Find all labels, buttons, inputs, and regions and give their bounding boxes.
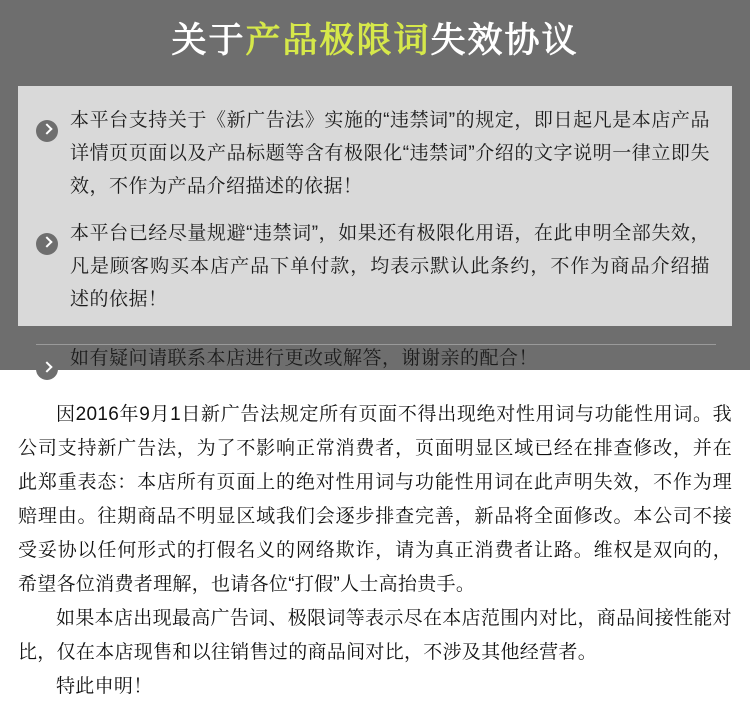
body-paragraph: 特此申明！ [56, 676, 153, 697]
body-text [18, 398, 732, 704]
body-paragraph: 因2016年9月1日新广告法规定所有页面不得出现绝对性用词与功能性用词。我公司支持新广告法，为了不影响正常消费者，页面明显区域已经在排查修改，并在此郑重表态：本店所有页面上的绝对性用词与功能性用词在此声明失效，不作为理赔理由。往期商品不明显区域我们会逐步排查完善，新品将全面修改。本公司不接受妥协以任何形式的打假名义的网络欺诈，请为真正消费者让路。维权是双向的，希望各位消费者理解，也请各位“打假”人士高抬贵手。 [18, 404, 732, 595]
notice-item-text: 本平台支持关于《新广告法》实施的“违禁词”的规定，即日起凡是本店产品详情页页面以及产品标题等含有极限化“违禁词”介绍的文字说明一律立即失效，不作为产品介绍描述的依据！ [70, 110, 710, 197]
banner-title-suffix: 失效协议 [430, 21, 579, 60]
chevron-right-icon [36, 233, 58, 255]
divider [36, 344, 716, 345]
banner-title-highlight: 产品极限词 [245, 21, 431, 60]
notice-item-text: 本平台已经尽量规避“违禁词”，如果还有极限化用语，在此申明全部失效，凡是顾客购买本店产品下单付款，均表示默认此条约，不作为商品介绍描述的依据！ [70, 223, 710, 310]
banner-title [0, 0, 750, 66]
banner-title-prefix: 关于 [171, 21, 246, 60]
body-paragraph: 如果本店出现最高广告词、极限词等表示尽在本店范围内对比，商品间接性能对比，仅在本店现售和以往销售过的商品间对比，不涉及其他经营者。 [18, 608, 732, 663]
chevron-right-icon [36, 358, 58, 380]
notice-item-text: 如有疑问请联系本店进行更改或解答，谢谢亲的配合！ [70, 348, 539, 369]
notice-item [36, 104, 710, 203]
notice-item [36, 342, 710, 380]
notice-item [36, 217, 710, 316]
chevron-right-icon [36, 120, 58, 142]
notice-box [18, 86, 732, 369]
